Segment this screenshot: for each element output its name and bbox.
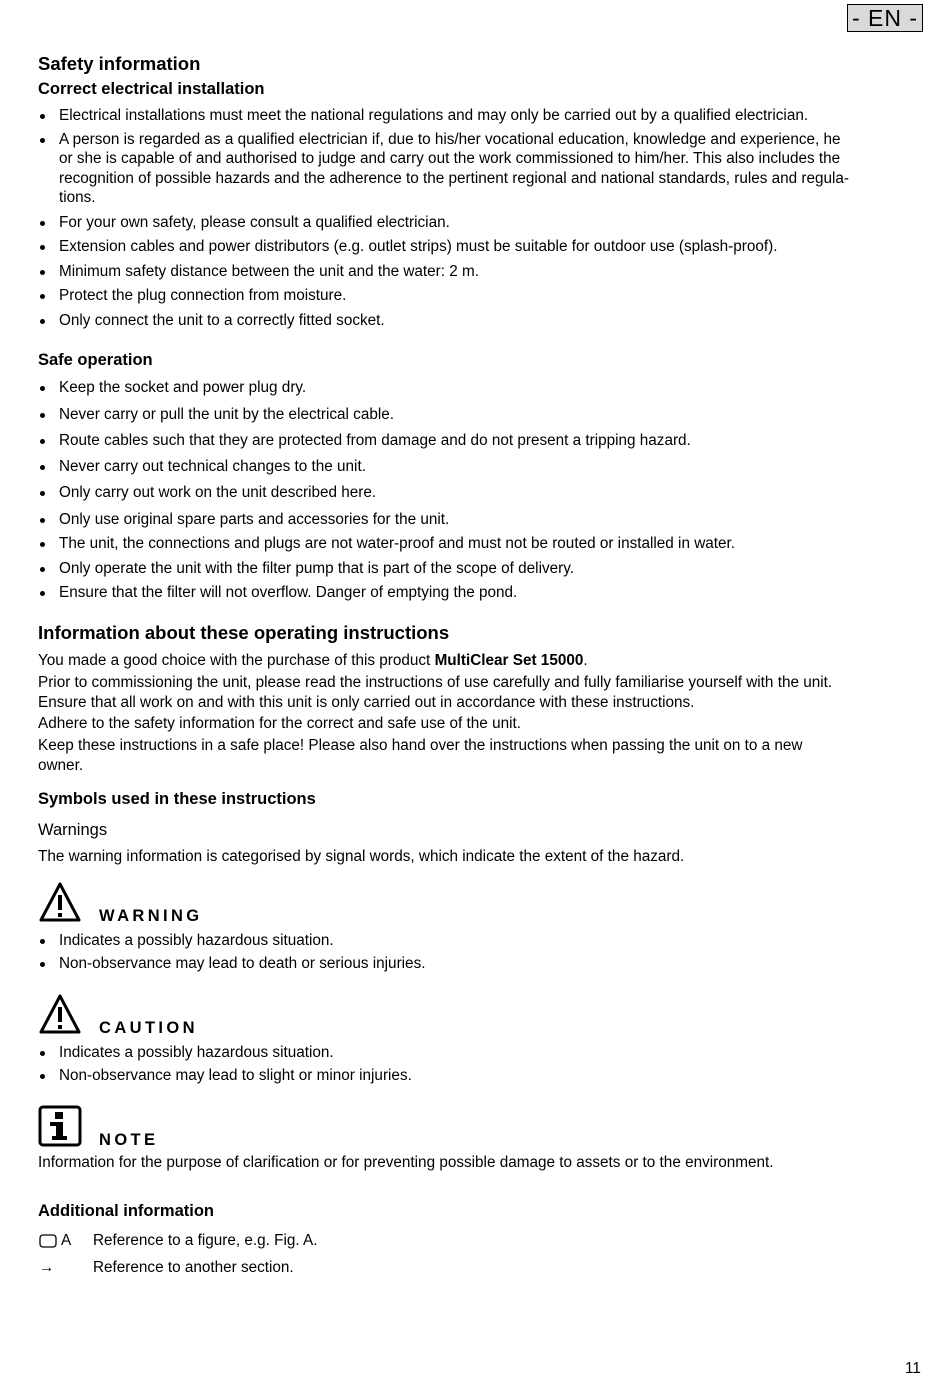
safe-operation-title: Safe operation bbox=[38, 351, 153, 369]
list-item: Never carry out technical changes to the unit. bbox=[38, 457, 735, 477]
operating-instructions-title: Information about these operating instructions bbox=[38, 622, 450, 643]
list-item: Ensure that the filter will not overflow. Danger of emptying the pond. bbox=[38, 583, 735, 603]
bullet-icon bbox=[40, 518, 45, 523]
bullet-icon bbox=[40, 319, 45, 324]
bullet-icon bbox=[40, 138, 45, 143]
list-item: Indicates a possibly hazardous situation. bbox=[38, 1043, 412, 1063]
bullet-icon bbox=[40, 294, 45, 299]
bullet-icon bbox=[40, 439, 45, 444]
list-item-continuation: recognition of possible hazards and the adherence to the pertinent regional and national standards, rules and regula- bbox=[59, 169, 850, 187]
list-item: Never carry or pull the unit by the electrical cable. bbox=[38, 405, 735, 425]
caution-list bbox=[38, 1043, 412, 1085]
list-item: Only carry out work on the unit described here. bbox=[38, 483, 735, 503]
list-item: Extension cables and power distributors (e.g. outlet strips) must be suitable for outdoor use (splash-proof). bbox=[38, 237, 849, 257]
bullet-icon bbox=[40, 962, 45, 967]
bullet-icon bbox=[40, 386, 45, 391]
list-item: Keep the socket and power plug dry. bbox=[38, 378, 735, 398]
info-note-icon bbox=[38, 1105, 82, 1147]
list-item: The unit, the connections and plugs are not water-proof and must not be routed or installed in water. bbox=[38, 534, 735, 554]
bullet-icon bbox=[40, 270, 45, 275]
list-item: Route cables such that they are protected from damage and do not present a tripping hazard. bbox=[38, 431, 735, 451]
bullet-icon bbox=[40, 413, 45, 418]
warning-list bbox=[38, 931, 425, 973]
caution-triangle-icon bbox=[38, 993, 82, 1035]
bullet-icon bbox=[40, 221, 45, 226]
list-item-continuation: tions. bbox=[59, 189, 96, 206]
arrow-reference-icon: → bbox=[39, 1259, 55, 1276]
caution-signal-word: CAUTION bbox=[99, 1019, 198, 1037]
adhere-paragraph: Adhere to the safety information for the correct and safe use of the unit. bbox=[38, 715, 521, 732]
warnings-text: The warning information is categorised by signal words, which indicate the extent of the hazard. bbox=[38, 848, 685, 865]
keep-instructions-paragraph: Keep these instructions in a safe place! Please also hand over the instructions when passing the unit on to a new owner. bbox=[38, 737, 803, 774]
warning-triangle-icon bbox=[38, 881, 82, 923]
additional-info-title: Additional information bbox=[38, 1202, 214, 1220]
page-number: 11 bbox=[905, 1360, 921, 1377]
note-signal-word: NOTE bbox=[99, 1131, 159, 1149]
bullet-icon bbox=[40, 1074, 45, 1079]
safety-info-title: Safety information bbox=[38, 53, 201, 74]
bullet-icon bbox=[40, 465, 45, 470]
bullet-icon bbox=[40, 939, 45, 944]
list-item: Only operate the unit with the filter pump that is part of the scope of delivery. bbox=[38, 559, 735, 579]
figure-reference-letter: A bbox=[61, 1232, 72, 1249]
figure-reference-icon bbox=[39, 1234, 57, 1248]
commissioning-paragraph: Prior to commissioning the unit, please read the instructions of use carefully and fully familiarise yourself with the unit. Ensure that all work on and with this unit is only carried out in accordance with these instructions. bbox=[38, 674, 833, 711]
electrical-installation-list bbox=[38, 106, 849, 330]
list-item: Only connect the unit to a correctly fitted socket. bbox=[38, 311, 849, 331]
list-item: Non-observance may lead to death or serious injuries. bbox=[38, 954, 425, 974]
list-item: Electrical installations must meet the national regulations and may only be carried out by a qualified electrician. bbox=[38, 106, 849, 126]
warnings-title: Warnings bbox=[38, 821, 108, 839]
list-item: Only use original spare parts and accessories for the unit. bbox=[38, 510, 735, 530]
list-item: A person is regarded as a qualified electrician if, due to his/her vocational education, knowledge and experience, he bbox=[38, 130, 849, 150]
bullet-icon bbox=[40, 542, 45, 547]
warning-signal-word: WARNING bbox=[99, 907, 203, 925]
symbols-title: Symbols used in these instructions bbox=[38, 790, 316, 808]
bullet-icon bbox=[40, 491, 45, 496]
bullet-icon bbox=[40, 114, 45, 119]
list-item: Non-observance may lead to slight or minor injuries. bbox=[38, 1066, 412, 1086]
section-reference-text: Reference to another section. bbox=[93, 1259, 294, 1276]
electrical-installation-title: Correct electrical installation bbox=[38, 80, 265, 98]
list-item: Indicates a possibly hazardous situation. bbox=[38, 931, 425, 951]
figure-reference-text: Reference to a figure, e.g. Fig. A. bbox=[93, 1232, 318, 1249]
intro-paragraph: You made a good choice with the purchase of this product MultiClear Set 15000. bbox=[38, 652, 588, 669]
product-name: MultiClear Set 15000 bbox=[434, 652, 584, 669]
note-text: Information for the purpose of clarification or for preventing possible damage to assets or to the environment. bbox=[38, 1154, 774, 1171]
safe-operation-list bbox=[38, 378, 735, 603]
bullet-icon bbox=[40, 1051, 45, 1056]
list-item-continuation: or she is capable of and authorised to judge and carry out the work commissioned to him/her. This also includes the bbox=[59, 150, 841, 167]
list-item: Protect the plug connection from moisture. bbox=[38, 286, 849, 306]
language-badge: - EN - bbox=[847, 4, 923, 32]
list-item: Minimum safety distance between the unit and the water: 2 m. bbox=[38, 262, 849, 282]
bullet-icon bbox=[40, 245, 45, 250]
bullet-icon bbox=[40, 567, 45, 572]
list-item: For your own safety, please consult a qualified electrician. bbox=[38, 213, 849, 233]
bullet-icon bbox=[40, 591, 45, 596]
